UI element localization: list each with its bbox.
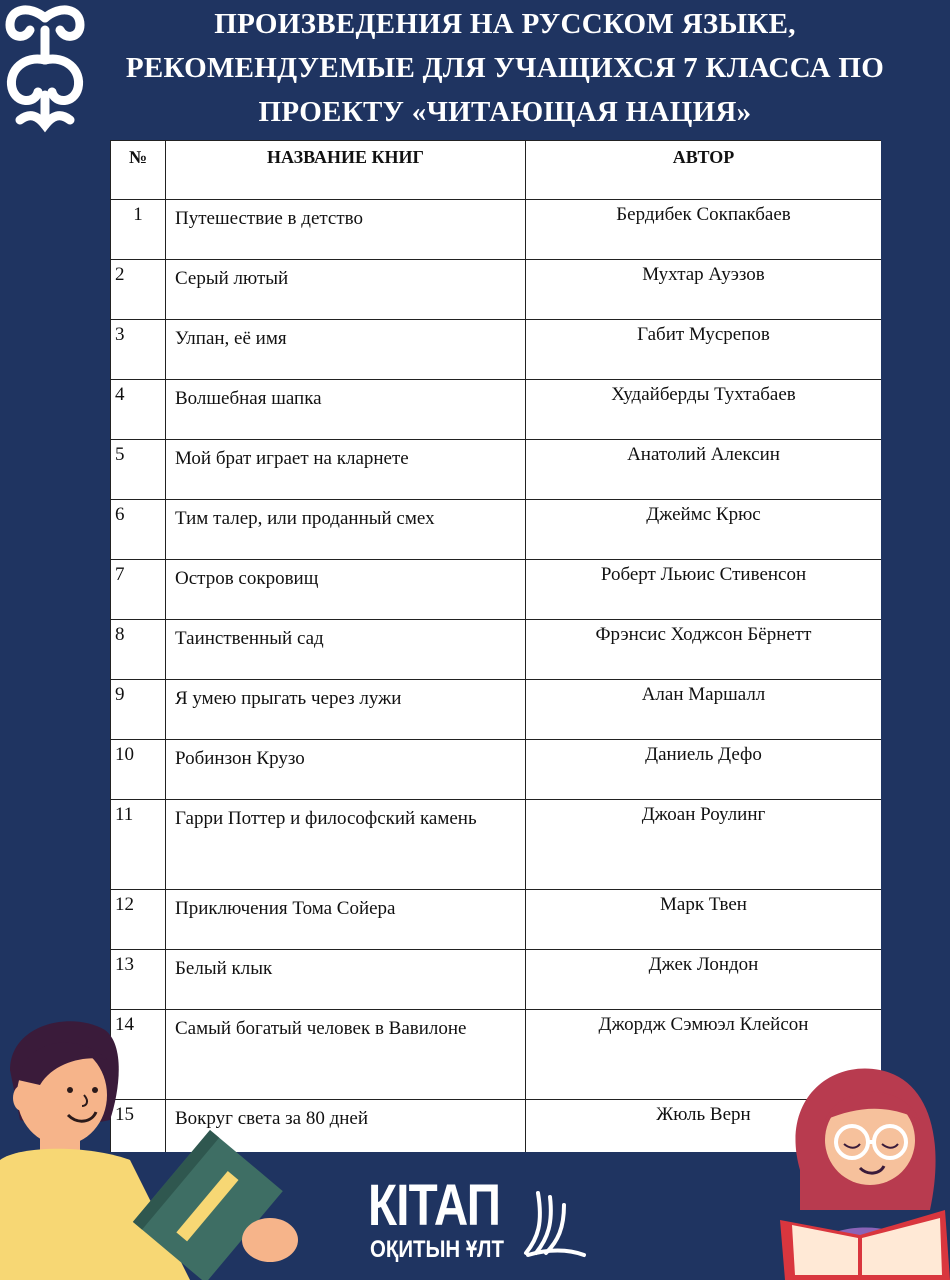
page-title <box>90 2 920 134</box>
title-line-3: ПРОЕКТУ «ЧИТАЮЩАЯ НАЦИЯ» <box>258 96 752 128</box>
row-number: 7 <box>111 560 166 620</box>
row-number: 3 <box>111 320 166 380</box>
book-title: Остров сокровищ <box>166 560 526 620</box>
book-title: Робинзон Крузо <box>166 740 526 800</box>
row-number: 12 <box>111 890 166 950</box>
book-title: Волшебная шапка <box>166 380 526 440</box>
book-author: Мухтар Ауэзов <box>526 260 882 320</box>
table-row <box>111 380 882 440</box>
row-number: 14 <box>111 1010 166 1100</box>
kitap-logo <box>368 1175 598 1275</box>
table-row <box>111 320 882 380</box>
title-line-1: ПРОИЗВЕДЕНИЯ НА РУССКОМ ЯЗЫКЕ, <box>214 8 796 40</box>
header-author: АВТОР <box>526 141 882 200</box>
book-author: Алан Маршалл <box>526 680 882 740</box>
row-number: 10 <box>111 740 166 800</box>
book-table <box>110 140 881 1152</box>
book-title: Путешествие в детство <box>166 200 526 260</box>
table-header-row <box>111 141 882 200</box>
row-number: 1 <box>111 200 166 260</box>
girl-with-book-illustration <box>0 1010 320 1280</box>
book-author: Худайберды Тухтабаев <box>526 380 882 440</box>
header-book-title: НАЗВАНИЕ КНИГ <box>166 141 526 200</box>
table-row <box>111 560 882 620</box>
book-author: Джеймс Крюс <box>526 500 882 560</box>
book-author: Анатолий Алексин <box>526 440 882 500</box>
table-row <box>111 740 882 800</box>
book-author: Жюль Верн <box>526 1100 882 1153</box>
title-line-2: РЕКОМЕНДУЕМЫЕ ДЛЯ УЧАЩИХСЯ 7 КЛАССА ПО <box>125 52 885 84</box>
book-title: Самый богатый человек в Вавилоне <box>166 1010 526 1100</box>
book-title: Таинственный сад <box>166 620 526 680</box>
table-row <box>111 800 882 890</box>
book-author: Джек Лондон <box>526 950 882 1010</box>
row-number: 2 <box>111 260 166 320</box>
book-title: Серый лютый <box>166 260 526 320</box>
book-title: Вокруг света за 80 дней <box>166 1100 526 1153</box>
table-row <box>111 260 882 320</box>
table-row <box>111 500 882 560</box>
book-title: Я умею прыгать через лужи <box>166 680 526 740</box>
row-number: 9 <box>111 680 166 740</box>
table-row <box>111 950 882 1010</box>
book-author: Даниель Дефо <box>526 740 882 800</box>
row-number: 5 <box>111 440 166 500</box>
row-number: 8 <box>111 620 166 680</box>
book-author: Джордж Сэмюэл Клейсон <box>526 1010 882 1100</box>
header-number: № <box>111 141 166 200</box>
book-title: Улпан, её имя <box>166 320 526 380</box>
book-author: Бердибек Сокпакбаев <box>526 200 882 260</box>
row-number: 15 <box>111 1100 166 1153</box>
table-row <box>111 890 882 950</box>
book-title: Тим талер, или проданный смех <box>166 500 526 560</box>
book-author: Фрэнсис Ходжсон Бёрнетт <box>526 620 882 680</box>
table-row <box>111 620 882 680</box>
open-book-icon <box>518 1183 588 1263</box>
logo-sub-text: ОҚИТЫН ҰЛТ <box>370 1236 504 1263</box>
table-row <box>111 440 882 500</box>
logo-main-text: КІТАП <box>368 1173 501 1238</box>
table-row <box>111 680 882 740</box>
table-row <box>111 200 882 260</box>
row-number: 13 <box>111 950 166 1010</box>
book-title: Мой брат играет на кларнете <box>166 440 526 500</box>
book-title: Белый клык <box>166 950 526 1010</box>
book-title: Приключения Тома Сойера <box>166 890 526 950</box>
book-title: Гарри Поттер и философский камень <box>166 800 526 890</box>
book-author: Джоан Роулинг <box>526 800 882 890</box>
book-author: Роберт Льюис Стивенсон <box>526 560 882 620</box>
row-number: 6 <box>111 500 166 560</box>
kazakh-ornament-icon <box>0 0 90 135</box>
book-author: Марк Твен <box>526 890 882 950</box>
girl-reading-illustration <box>770 1060 950 1280</box>
row-number: 11 <box>111 800 166 890</box>
row-number: 4 <box>111 380 166 440</box>
book-author: Габит Мусрепов <box>526 320 882 380</box>
